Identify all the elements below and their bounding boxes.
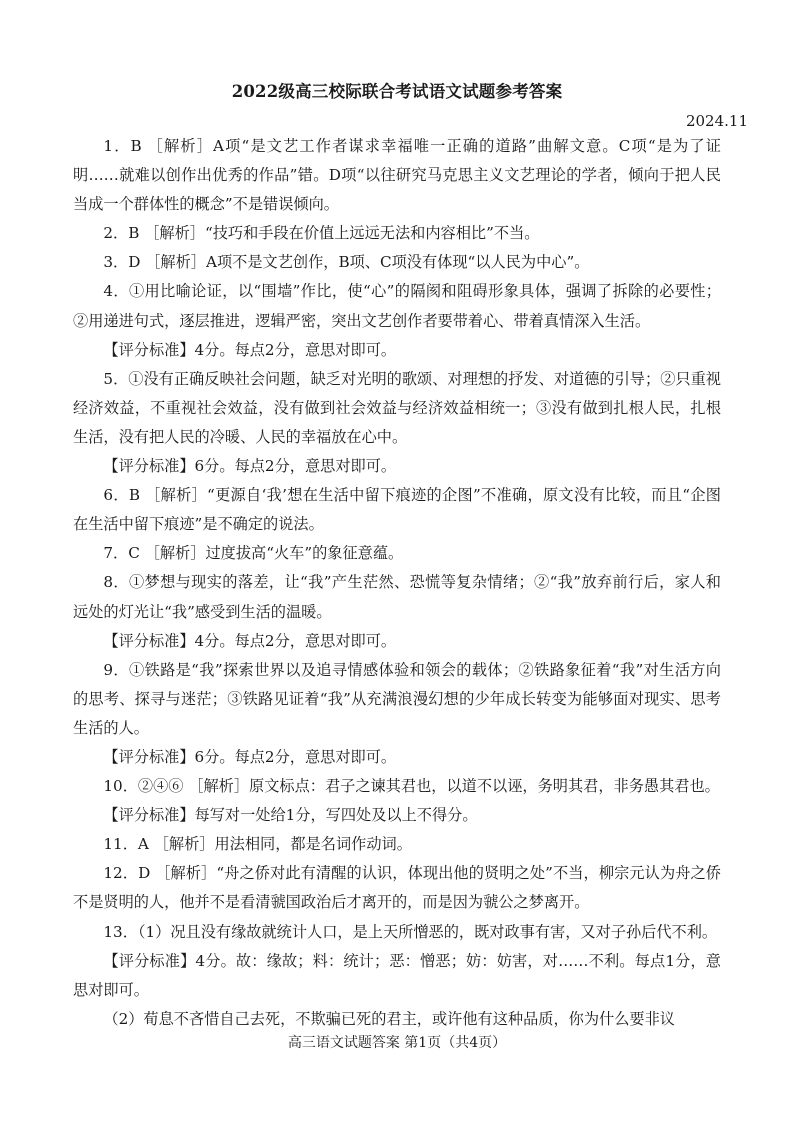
date-label: 2024.11: [685, 112, 748, 130]
scoring-criteria: 【评分标准】4分。每点2分，意思对即可。: [103, 631, 397, 650]
answer-paragraph: 2．B ［解析］“技巧和手段在价值上远远无法和内容相比”不当。: [103, 224, 540, 243]
scoring-criteria: 【评分标准】4分。每点2分，意思对即可。: [103, 340, 397, 359]
answer-paragraph: 11．A ［解析］用法相同，都是名词作动词。: [103, 835, 412, 854]
answer-paragraph: 12．D ［解析］“舟之侨对此有清醒的认识，体现出他的贤明之处”不当，柳宗元认为舟之侨不是贤明的人，他并不是看清虢国政治后才离开的，而是因为虢公之梦离开。: [73, 864, 721, 912]
answer-paragraph: 5．①没有正确反映社会问题，缺乏对光明的歌颂、对理想的抒发、对道德的引导；②只重视经济效益，不重视社会效益，没有做到社会效益与经济效益相统一；③没有做到扎根人民，扎根生活，没有把人民的冷暖、人民的幸福放在心中。: [73, 369, 721, 446]
answer-paragraph: 10．②④⑥ ［解析］原文标点：君子之谏其君也，以道不以诬，务明其君，非务愚其君也。: [103, 777, 720, 796]
answer-paragraph: 4．①用比喻论证，以“围墙”作比，使“心”的隔阂和阻碍形象具体，强调了拆除的必要性；②用递进句式，逐层推进，逻辑严密，突出文艺创作者要带着心、带着真情深入生活。: [73, 282, 721, 330]
answer-paragraph: （2）荀息不吝惜自己去死，不欺骗已死的君主，或许他有这种品质，你为什么要非议: [103, 1009, 675, 1028]
answer-paragraph: 9．①铁路是“我”探索世界以及追寻情感体验和领会的载体；②铁路象征着“我”对生活方向的思考、探寻与迷茫；③铁路见证着“我”从充满浪漫幻想的少年成长转变为能够面对现实、思考生活的人。: [73, 660, 721, 737]
answer-paragraph: 3．D ［解析］A项不是文艺创作，B项、C项没有体现“以人民为中心”。: [103, 253, 590, 272]
answer-paragraph: 7．C ［解析］过度拔高“火车”的象征意蕴。: [103, 544, 404, 563]
answer-paragraph: 6．B ［解析］“更源自‘我’想在生活中留下痕迹的企图”不准确，原文没有比较，而且“企图在生活中留下痕迹”是不确定的说法。: [73, 486, 721, 534]
page-footer: 高三语文试题答案 第1页（共4页）: [287, 1035, 507, 1051]
answer-paragraph: 8．①梦想与现实的落差，让“我”产生茫然、恐慌等复杂情绪；②“我”放弃前行后，家人和远处的灯光让“我”感受到生活的温暖。: [73, 573, 721, 621]
scoring-criteria: 【评分标准】每写对一处给1分，写四处及以上不得分。: [103, 806, 478, 825]
scoring-criteria: 【评分标准】6分。每点2分，意思对即可。: [103, 747, 397, 766]
answer-body: [73, 132, 721, 1034]
answer-paragraph: 1．B ［解析］A项“是文艺工作者谋求幸福唯一正确的道路”曲解文意。C项“是为了证明……就难以创作出优秀的作品”错。D项“以往研究马克思主义文艺理论的学者，倾向于把人民当成一个群体性的概念”不是错误倾向。: [73, 137, 721, 214]
page-title: 2022级高三校际联合考试语文试题参考答案: [231, 82, 563, 101]
scoring-criteria: 【评分标准】4分。故：缘故；料：统计；恶：憎恶；妨：妨害，对……不利。每点1分，意思对即可。: [73, 951, 721, 999]
answer-paragraph: 13．（1）况且没有缘故就统计人口，是上天所憎恶的，既对政事有害，又对子孙后代不利。: [103, 922, 718, 941]
scoring-criteria: 【评分标准】6分。每点2分，意思对即可。: [103, 457, 397, 476]
